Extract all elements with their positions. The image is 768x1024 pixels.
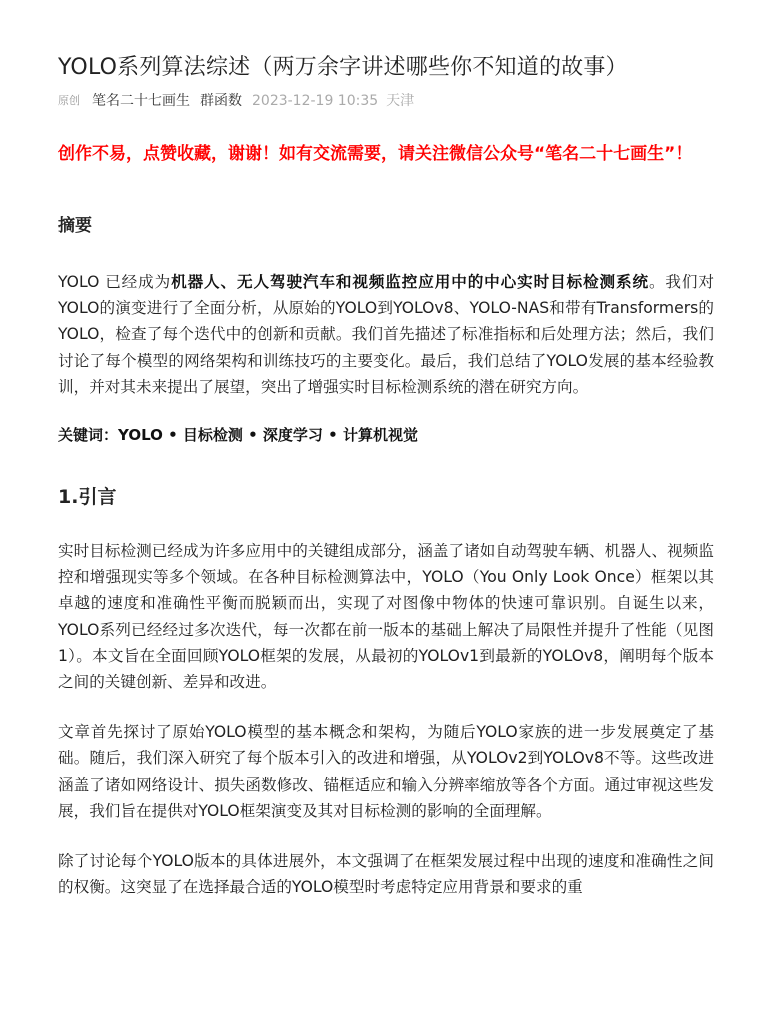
article bbox=[58, 48, 714, 900]
abstract-mid: 的 bbox=[467, 273, 485, 291]
intro-paragraph-3: 除了讨论每个YOLO版本的具体进展外，本文强调了在框架发展过程中出现的速度和准确性之间的权衡。这突显了在选择最合适的YOLO模型时考虑特定应用背景和要求的重 bbox=[58, 852, 714, 897]
abstract-prefix: YOLO 已经成为 bbox=[58, 273, 172, 291]
publisher-link[interactable]: 群函数 bbox=[200, 93, 242, 109]
abstract-rest: 。我们对YOLO的演变进行了全面分析，从原始的YOLO到YOLOv8、YOLO-NAS和带有Transformers的YOLO，检查了每个迭代中的创新和贡献。我们首先描述了标准指标和后处理方法；然后，我们讨论了每个模型的网络架构和训练技巧的主要变化。最后，我们总结了YOLO发展的基本经验教训，并对其未来提出了展望，突出了增强实时目标检测系统的潜在研究方向。 bbox=[58, 273, 714, 396]
abstract-paragraph bbox=[58, 269, 714, 400]
publish-location: 天津 bbox=[386, 93, 415, 109]
follow-notice: 创作不易，点赞收藏，谢谢！如有交流需要，请关注微信公众号“笔名二十七画生”！ bbox=[58, 144, 693, 164]
abstract-bold-system: 中心实时目标检测系统 bbox=[484, 273, 649, 291]
article-meta bbox=[58, 90, 714, 112]
publish-date: 2023-12-19 10:35 bbox=[252, 93, 379, 109]
intro-paragraph-2: 文章首先探讨了原始YOLO模型的基本概念和架构，为随后YOLO家族的进一步发展奠定了基础。随后，我们深入研究了每个版本引入的改进和增强，从YOLOv2到YOLOv8不等。这些改进涵盖了诸如网络设计、损失函数修改、锚框适应和输入分辨率缩放等各个方面。通过审视这些发展，我们旨在提供对YOLO框架演变及其对目标检测的影响的全面理解。 bbox=[58, 723, 714, 820]
keywords: 关键词：YOLO • 目标检测 • 深度学习 • 计算机视觉 bbox=[58, 426, 418, 445]
abstract-bold-apps: 机器人、无人驾驶汽车和视频监控应用中 bbox=[171, 273, 468, 291]
article-title: YOLO系列算法综述（两万余字讲述哪些你不知道的故事） bbox=[58, 55, 628, 80]
author-link[interactable]: 笔名二十七画生 bbox=[92, 93, 190, 109]
abstract-heading: 摘要 bbox=[58, 216, 92, 236]
intro-paragraph-1: 实时目标检测已经成为许多应用中的关键组成部分，涵盖了诸如自动驾驶车辆、机器人、视频监控和增强现实等多个领域。在各种目标检测算法中，YOLO（You Only Look Once）框架以其卓越的速度和准确性平衡而脱颖而出，实现了对图像中物体的快速可靠识别。自诞生以来，YOLO系列已经经过多次迭代，每一次都在前一版本的基础上解决了局限性并提升了性能（见图1）。本文旨在全面回顾YOLO框架的发展，从最初的YOLOv1到最新的YOLOv8，阐明每个版本之间的关键创新、差异和改进。 bbox=[58, 542, 714, 692]
original-badge: 原创 bbox=[58, 94, 80, 107]
intro-heading: 1.引言 bbox=[58, 486, 117, 509]
